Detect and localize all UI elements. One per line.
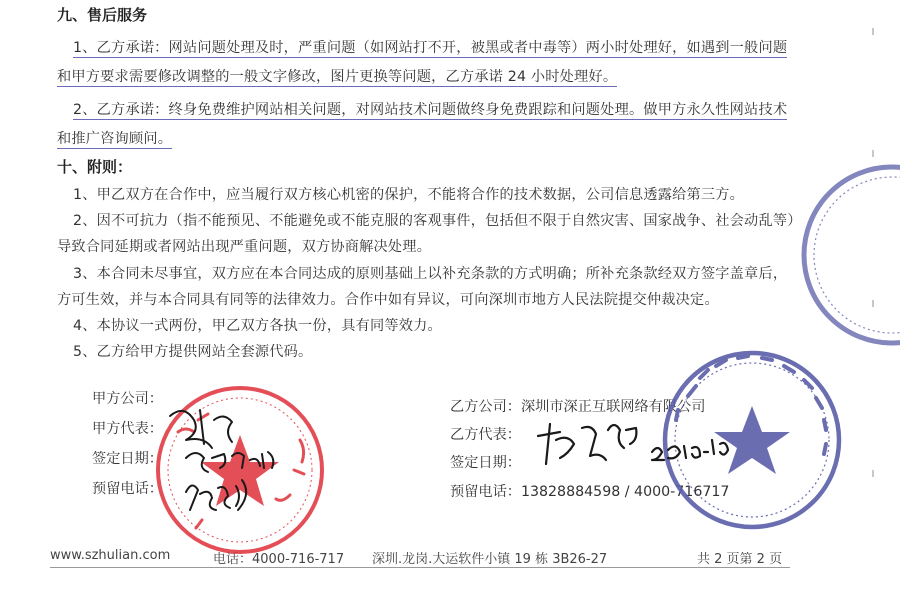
- party-b-company-value: 深圳市深正互联网络有限公司: [520, 399, 706, 415]
- party-b-rep-label: 乙方代表：: [450, 427, 521, 443]
- party-b-signature: [538, 424, 728, 464]
- party-a-date-label: 签定日期：: [92, 451, 163, 467]
- section-10-title: 十、附则：: [57, 158, 133, 176]
- footer-website: www.szhulian.com: [50, 548, 171, 563]
- footer-page-number: 共 2 页第 2 页: [697, 552, 783, 567]
- section-9-title: 九、售后服务: [57, 6, 148, 24]
- section-10-item-2-line-2: 导致合同延期或者网站出现严重问题，双方协商解决处理。: [57, 239, 432, 255]
- section-10-item-2-line-1: 2、因不可抗力（指不能预见、不能避免或不能克服的客观事件，包括但不限于自然灾害、国家战争、社会动乱等）: [73, 213, 802, 229]
- section-10-item-4: 4、本协议一式两份，甲乙双方各执一份，具有同等效力。: [73, 318, 442, 334]
- section-9-item-1-line-1: 1、乙方承诺：网站问题处理及时，严重问题（如网站打不开，被黑或者中毒等）两小时处理好，如遇到一般问题: [73, 40, 788, 56]
- footer-address: 深圳.龙岗.大运软件小镇 19 栋 3B26-27: [372, 552, 608, 567]
- party-b-company-seal: [665, 353, 839, 527]
- partial-seal-right: [804, 167, 900, 343]
- party-b-phone-value: 13828884598 / 4000-716717: [520, 484, 730, 500]
- blue-star-icon: [714, 406, 790, 474]
- party-a-phone-label: 预留电话：: [92, 481, 163, 497]
- party-b-date-label: 签定日期：: [450, 455, 521, 471]
- section-9-item-2-line-2: 和推广咨询顾问。: [57, 131, 173, 147]
- party-a-rep-label: 甲方代表：: [92, 421, 163, 437]
- section-10-item-5: 5、乙方给甲方提供网站全套源代码。: [73, 344, 313, 360]
- section-10-item-3-line-2: 方可生效，并与本合同具有同等的法律效力。合作中如有异议，可向深圳市地方人民法院提交仲裁决定。: [57, 292, 719, 308]
- party-a-company-seal: [158, 388, 322, 552]
- section-10-item-1: 1、甲乙双方在合作中，应当履行双方核心机密的保护，不能将合作的技术数据，公司信息透露给第三方。: [73, 187, 745, 203]
- footer-phone: 电话：4000-716-717: [213, 552, 345, 567]
- section-10-item-3-line-1: 3、本合同未尽事宜，双方应在本合同达成的原则基础上以补充条款的方式明确；所补充条款经双方签字盖章后，: [73, 266, 788, 282]
- section-9-item-1-line-2: 和甲方要求需要修改调整的一般文字修改，图片更换等问题，乙方承诺 24 小时处理好。: [57, 69, 618, 85]
- party-b-company-label: 乙方公司：: [450, 399, 521, 415]
- section-9-item-2-line-1: 2、乙方承诺：终身免费维护网站相关问题，对网站技术问题做终身免费跟踪和问题处理。做甲方永久性网站技术: [73, 102, 788, 118]
- party-b-phone-label: 预留电话：: [450, 484, 521, 500]
- party-a-company-label: 甲方公司：: [92, 391, 163, 407]
